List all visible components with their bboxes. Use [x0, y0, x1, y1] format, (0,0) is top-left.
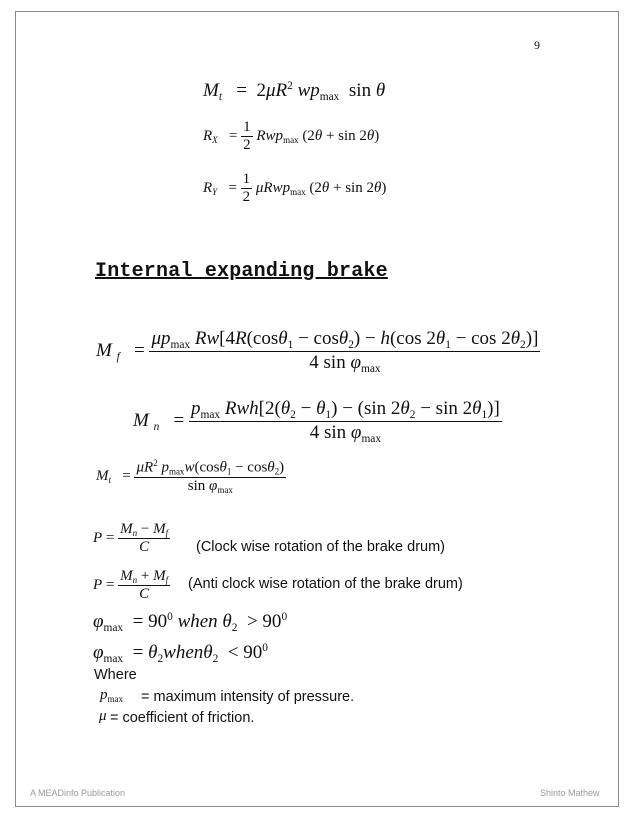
footer-publisher: A MEADinfo Publication [30, 788, 126, 798]
page-number: 9 [534, 38, 540, 52]
equation-p-clockwise: P = $\frac{M_n - M_f}{C}$ [93, 521, 169, 556]
where-label: Where [94, 667, 137, 683]
note-anticlockwise: (Anti clock wise rotation of the brake drum) [188, 576, 463, 592]
definition-mu: = coefficient of friction. [110, 710, 255, 726]
condition-phi-max-1: $\varphi_{max} = 90^0$ when $\theta_2 > 90^0$ [93, 611, 288, 634]
section-heading: Internal expanding brake [95, 260, 388, 283]
equation-ry: $R_Y$ = $\frac{1}{2}$ μRwp$_{max}$ (2θ + sin 2θ) [203, 171, 387, 205]
symbol-mu: μ [99, 708, 107, 724]
note-clockwise: (Clock wise rotation of the brake drum) [196, 539, 446, 555]
definition-pmax: = maximum intensity of pressure. [141, 689, 355, 705]
footer-author: Shinto Mathew [540, 788, 600, 798]
symbol-pmax: $p_{max}$ [100, 687, 123, 705]
equation-mt: $M_t$ = $\frac{\mu R^2 p_{max}w(\cos\theta_1 - \cos\theta_2)}{\sin \varphi_{max}}$ [96, 458, 285, 495]
equation-mf: M $_f$ = $\frac{\mu p_{max} Rw[4R(\cos\theta_1 - \cos\theta_2) - h(\cos 2\theta_1 - \cos 2\theta_2)]}{4 \sin \varphi_{max}}$ [96, 328, 539, 375]
equation-mn: M $_n$ = $\frac{p_{max} Rwh[2(\theta_2 - \theta_1) - (\sin 2\theta_2 - \sin 2\theta_1)]}{4 \sin \varphi_{max}}$ [133, 398, 500, 445]
condition-phi-max-2: $\varphi_{max}$ = $\theta_2when\theta_2 < 90^0$ [93, 642, 268, 665]
equation-mt-top: $M_t = 2\mu R^2$ $wp_{max}$ sin θ [203, 80, 386, 103]
equation-p-anticlockwise: P = $\frac{M_n + M_f}{C}$ [93, 568, 169, 603]
equation-rx: $R_X$ = $\frac{1}{2}$ Rwp$_{max}$ (2θ + sin 2θ) [203, 119, 380, 153]
